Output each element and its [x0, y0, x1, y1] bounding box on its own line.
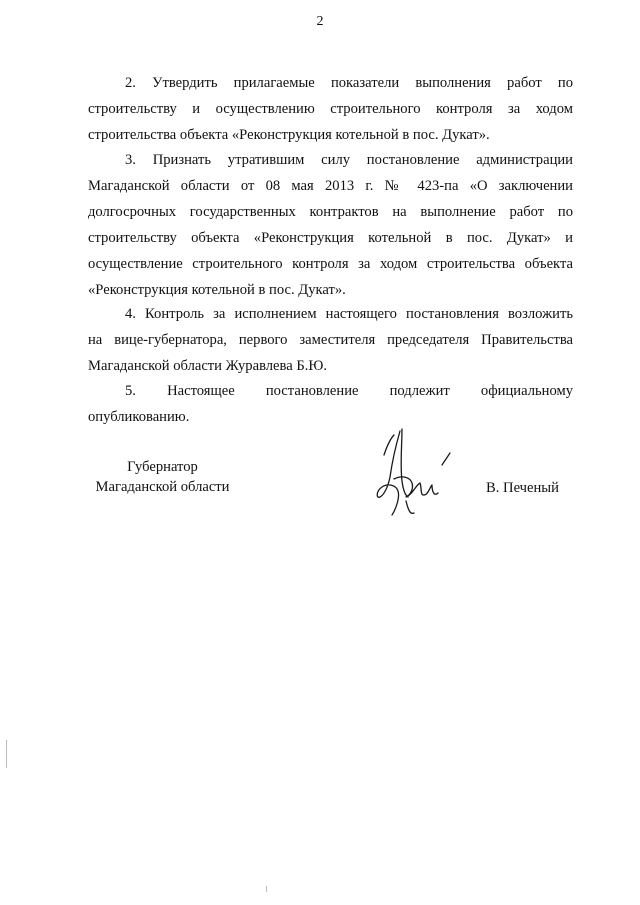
paragraph-3-line-6: «Реконструкция котельной в пос. Дукат».	[88, 282, 346, 298]
paragraph-5-line-2: опубликованию.	[88, 409, 190, 425]
paragraph-3	[88, 147, 573, 303]
paragraph-2-line-2: строительству и осуществлению строительного контроля за ходом	[88, 101, 573, 117]
scan-edge-mark	[6, 740, 7, 768]
paragraph-4-line-3: Магаданской области Журавлева Б.Ю.	[88, 358, 328, 374]
paragraph-2	[88, 70, 573, 148]
paragraph-4-line-1: 4. Контроль за исполнением настоящего постановления возложить	[125, 306, 573, 322]
paragraph-2-line-3: строительства объекта «Реконструкция котельной в пос. Дукат».	[88, 127, 490, 143]
paragraph-5	[88, 378, 573, 430]
paragraph-3-line-3: долгосрочных государственных контрактов на выполнение работ по	[88, 204, 573, 220]
scan-speck	[266, 886, 267, 892]
paragraph-2-line-1: 2. Утвердить прилагаемые показатели выполнения работ по	[125, 75, 573, 91]
paragraph-3-line-2: Магаданской области от 08 мая 2013 г. № 423-па «О заключении	[88, 178, 573, 194]
page-number: 2	[316, 14, 324, 29]
paragraph-3-line-5: осуществление строительного контроля за ходом строительства объекта	[88, 256, 573, 272]
paragraph-4	[88, 301, 573, 379]
paragraph-5-line-1: 5. Настоящее постановление подлежит официальному	[125, 383, 573, 399]
signatory-title-line-2: Магаданской области	[95, 479, 230, 495]
handwritten-signature	[372, 425, 462, 520]
signatory-title	[85, 457, 240, 497]
signatory-name: В. Печеный	[486, 480, 559, 496]
signatory-title-line-1: Губернатор	[127, 459, 198, 475]
paragraph-3-line-4: строительству объекта «Реконструкция котельной в пос. Дукат» и	[88, 230, 573, 246]
paragraph-4-line-2: на вице-губернатора, первого заместителя председателя Правительства	[88, 332, 573, 348]
paragraph-3-line-1: 3. Признать утратившим силу постановление администрации	[125, 152, 573, 168]
